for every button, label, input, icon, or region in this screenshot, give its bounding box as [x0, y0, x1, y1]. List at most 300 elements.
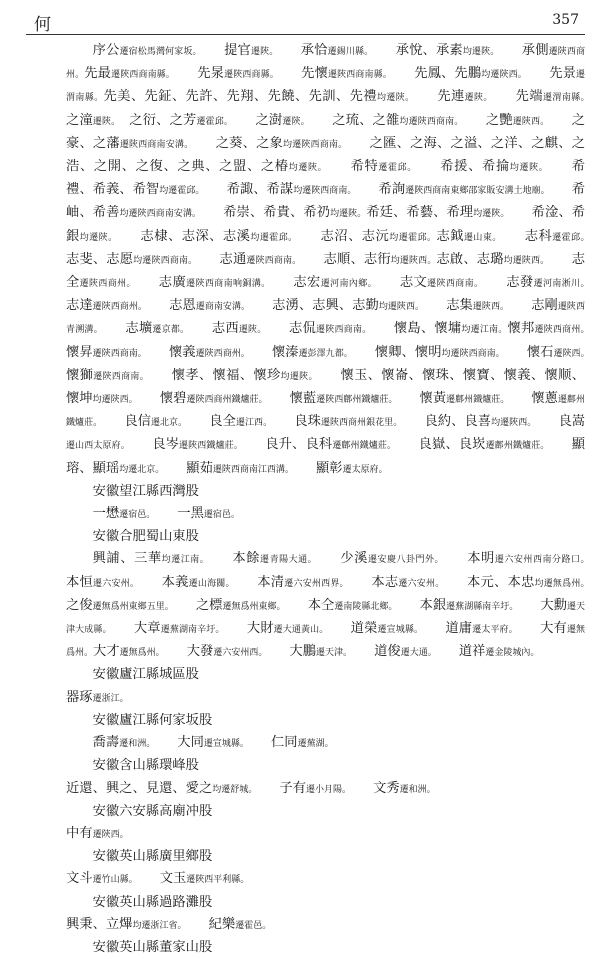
person-name: 承悅、承素: [395, 43, 463, 58]
person-name: 顯瑢、顯瑶: [66, 437, 586, 476]
migration-paragraph: [66, 778, 585, 801]
person-name: 良升、良科: [265, 437, 333, 453]
person-name: 先美、先鉦、先許、先翔、先饒、先訓、先禮: [103, 89, 377, 105]
migration-note: 遷陝西商南。: [92, 348, 143, 359]
migration-note: 均遷陝。: [280, 371, 314, 382]
person-name: 道榮: [350, 621, 378, 637]
person-name: 之標: [195, 597, 223, 613]
migration-note: 均遷陝西。: [390, 255, 437, 266]
person-name: [346, 781, 373, 796]
person-name: [522, 66, 549, 81]
person-name: 本仝: [307, 597, 335, 613]
person-name: 安徽英山縣董家山股: [92, 939, 213, 955]
person-name: [185, 321, 212, 336]
migration-note: 遷蕪湖南辛圩。: [160, 625, 221, 636]
branch-heading: [66, 481, 585, 503]
person-name: 一懋: [92, 506, 120, 522]
person-name: [142, 345, 169, 360]
person-name: [170, 66, 197, 81]
person-name: 本志: [371, 574, 399, 590]
migration-note: 遷陝。: [282, 116, 306, 127]
migration-note: 遷陝西平利縣。: [186, 875, 250, 886]
person-name: [293, 229, 320, 244]
person-name: 大財: [246, 621, 274, 637]
person-name: 志棣、志深、志溪: [140, 228, 251, 244]
person-name: [189, 136, 216, 151]
person-name: [274, 43, 301, 58]
person-name: 一黑: [177, 506, 204, 522]
branch-heading: [66, 664, 585, 686]
person-name: 大發: [186, 644, 214, 660]
person-name: 大章: [133, 621, 161, 637]
migration-note: 遷河南淅川。: [533, 279, 585, 290]
migration-note: 遷山西太原府。: [66, 441, 126, 452]
person-name: [419, 621, 446, 636]
person-name: 先鳳、先鵬: [414, 66, 482, 82]
migration-note: 均遷陝。: [79, 232, 114, 243]
migration-note: 遷渭南縣。: [66, 70, 586, 104]
person-name: 懷溱: [271, 344, 299, 360]
migration-note: 遷無爲州東鄉。: [222, 601, 282, 612]
person-name: [160, 461, 187, 476]
person-name: [497, 229, 524, 244]
person-name: [393, 391, 420, 406]
person-name: 良珠: [294, 414, 321, 430]
person-name: 興秉、立熚: [66, 916, 133, 932]
person-name: 志侃: [289, 321, 317, 337]
person-name: 志文: [399, 275, 428, 291]
migration-note: 遷陝西商州銀花里。: [320, 418, 398, 429]
person-name: 懷黃: [419, 391, 447, 407]
person-name: [135, 575, 162, 590]
person-name: [440, 551, 468, 566]
person-name: [372, 275, 399, 290]
person-name: [313, 551, 341, 566]
migration-note: 遷蕪湖縣南辛圩。: [446, 601, 514, 612]
migration-note: 均遷陝西商南。: [399, 116, 459, 127]
migration-note: 遷安慶八卦門外。: [367, 555, 440, 566]
person-name: 文玉: [159, 871, 187, 887]
migration-note: 遷浙江。: [92, 693, 129, 704]
migration-note: 遷太原府。: [342, 464, 388, 475]
person-name: [545, 113, 572, 128]
person-name: 大有: [540, 621, 567, 637]
branch-heading: [66, 710, 585, 732]
migration-note: 遷陝西商南响銅溝。: [186, 279, 267, 290]
person-name: [392, 437, 419, 452]
person-name: 道庸: [445, 621, 473, 637]
migration-paragraph: [66, 914, 585, 937]
person-name: [387, 66, 414, 81]
migration-note: 遷陝西商州鐵爐莊。: [186, 395, 264, 406]
migration-note: 均遷舒城。: [212, 784, 253, 795]
person-name: 顯彰: [316, 460, 343, 476]
person-name: [545, 252, 572, 267]
migration-note: 遷商南安溝。: [195, 302, 246, 313]
person-name: 懷邦: [507, 321, 535, 337]
person-name: 中有: [66, 825, 93, 841]
person-name: 之琉、之雒: [332, 112, 400, 128]
person-name: [352, 182, 379, 197]
person-name: 志達: [66, 298, 93, 314]
person-name: 紀樂: [208, 916, 236, 932]
person-name: 文秀: [373, 780, 400, 796]
person-name: 志恩: [169, 298, 196, 314]
person-name: 安徽六安縣高廟冲股: [92, 803, 213, 819]
migration-note: 遷渭南縣。: [542, 93, 585, 104]
person-name: [107, 621, 134, 636]
migration-note: 遷和洲。: [119, 739, 151, 750]
person-name: 先景: [549, 66, 577, 82]
person-name: 志宏: [293, 275, 321, 291]
person-name: 安徽望江縣西灣股: [92, 483, 199, 499]
person-name: [229, 113, 256, 128]
person-name: 志廣: [158, 275, 187, 291]
person-name: [432, 644, 459, 659]
person-name: [545, 437, 572, 452]
person-name: [142, 298, 169, 313]
person-name: [545, 182, 572, 197]
person-name: 志發: [506, 275, 534, 291]
person-name: [274, 66, 301, 81]
migration-note: 均遷霍邱。: [159, 186, 200, 197]
person-name: 本明: [467, 551, 495, 567]
person-name: [348, 644, 375, 659]
person-name: 大鵬: [289, 644, 317, 660]
person-name: 良全: [209, 414, 236, 430]
person-name: [113, 229, 140, 244]
person-name: [410, 89, 437, 104]
person-name: 希岫、希善: [66, 182, 586, 221]
person-name: 良嵩: [558, 414, 586, 430]
person-name: 序公: [92, 43, 120, 58]
page-number: 357: [552, 12, 579, 28]
person-name: [98, 321, 125, 336]
person-name: 良嶽、良崁: [418, 437, 486, 453]
person-name: 文斗: [66, 871, 93, 887]
person-name: 良約、良喜: [424, 414, 492, 430]
migration-note: 均遷陝。: [330, 209, 367, 220]
person-name: 懷島、懷墉: [393, 321, 462, 337]
person-name: 喬壽: [92, 735, 120, 751]
person-name: [244, 735, 271, 750]
person-name: 志集: [446, 298, 473, 314]
person-name: 本清: [257, 574, 285, 590]
person-name: 提官: [224, 43, 251, 58]
migration-note: 均遷陝西商南。: [293, 186, 352, 197]
person-name: 大同: [177, 735, 204, 751]
person-name: 之衍、之芳: [129, 112, 197, 128]
person-name: [398, 414, 425, 429]
person-name: 先端: [515, 89, 543, 105]
person-name: [544, 159, 572, 174]
person-name: 懷卿、懷明: [374, 344, 442, 360]
migration-note: 遷霍邱。: [378, 163, 413, 174]
migration-note: 遷宿松馬灣何家坂。: [119, 47, 198, 57]
migration-note: 均遷陝西。: [92, 395, 134, 406]
migration-note: 均遷陝西商南。: [441, 348, 501, 359]
person-name: [585, 345, 611, 360]
migration-note: 遷陝西商州。: [79, 279, 132, 290]
person-name: [459, 113, 486, 128]
person-name: [393, 598, 420, 613]
person-name: 承側: [521, 43, 549, 58]
migration-note: 遷大通黃山。: [273, 625, 324, 636]
person-name: 希諏、希謀: [226, 182, 294, 198]
migration-note: 遷蕪湖。: [297, 739, 334, 750]
person-name: [313, 368, 340, 383]
person-name: 志鉞: [436, 228, 464, 244]
migration-note: 均遷陝西商南。: [283, 139, 343, 150]
migration-note: 遷無爲州。: [119, 648, 161, 659]
migration-note: 遷和洲。: [399, 784, 436, 795]
person-name: 先懷: [301, 66, 329, 82]
migration-note: 遷陝西商南東鄉邵家販安溝土地廟。: [405, 186, 546, 197]
migration-note: 遷鄜州鐵爐莊。: [66, 395, 586, 429]
migration-note: 均遷陝西。: [378, 302, 420, 313]
person-name: 良信: [124, 414, 151, 430]
migration-note: 遷霍邱。: [552, 232, 586, 243]
branch-heading: [66, 846, 585, 868]
person-name: [585, 575, 611, 590]
migration-paragraph: [66, 823, 585, 846]
migration-note: 遷陝西。: [553, 348, 586, 359]
person-name: [133, 391, 160, 406]
person-name: [297, 252, 324, 267]
migration-note: 均遷陝西商南安溝。: [119, 209, 197, 220]
person-name: 大勳: [540, 597, 568, 613]
migration-note: 遷陝。: [464, 93, 489, 104]
person-name: [585, 321, 611, 336]
migration-note: 遷陝西商南縣。: [111, 70, 171, 81]
person-name: [220, 621, 247, 636]
person-name: [182, 917, 209, 932]
person-name: [281, 598, 308, 613]
migration-note: 遷陝西商州。: [534, 325, 586, 336]
person-name: 志通: [219, 251, 247, 267]
person-name: 希廷、希藝、希理: [366, 205, 474, 221]
person-name: [205, 551, 233, 566]
person-name: [151, 735, 178, 750]
person-name: 懷蔥: [531, 391, 558, 407]
migration-note: 遷陝西商州。: [92, 302, 143, 313]
person-name: [323, 159, 351, 174]
migration-note: 遷六安州西界。: [284, 578, 345, 589]
person-name: [495, 43, 522, 58]
person-name: [200, 182, 227, 197]
migration-note: 遷竹山縣。: [92, 875, 134, 886]
migration-note: 均遷陝西商南。: [133, 255, 193, 266]
migration-note: 遷陝西商南。: [316, 325, 367, 336]
person-name: 懷義: [168, 344, 196, 360]
migration-note: 遷彭澤九都。: [298, 348, 349, 359]
person-name: 子有: [279, 780, 306, 796]
person-name: [514, 598, 541, 613]
person-name: [505, 205, 532, 220]
person-name: [160, 644, 187, 659]
person-name: 之葵、之象: [215, 135, 284, 151]
page-header: [26, 8, 585, 35]
person-name: [505, 298, 532, 313]
migration-note: 遷南陵縣北鄉。: [334, 601, 393, 612]
migration-note: 均遷陝。: [288, 163, 323, 174]
migration-note: 均遷陝。: [509, 163, 544, 174]
person-name: 安徽合肥蜀山東股: [92, 529, 199, 545]
person-name: 懷藍: [289, 391, 317, 407]
migration-note: 遷陝西商州。: [195, 348, 246, 359]
migration-note: 遷六安州西南分路口。: [494, 555, 586, 566]
person-name: 之澍: [255, 112, 283, 128]
person-name: [268, 414, 295, 429]
header-character: 何: [34, 15, 51, 35]
person-name: 之俊: [66, 597, 93, 613]
person-name: [289, 461, 316, 476]
person-name: [585, 551, 611, 566]
person-name: 本義: [161, 574, 189, 590]
person-name: 本銀: [419, 597, 447, 613]
person-name: [133, 871, 160, 886]
person-name: [412, 159, 440, 174]
migration-note: 均遷陝。: [473, 209, 505, 220]
person-name: 志全: [66, 251, 585, 291]
migration-note: 遷河南內鄉。: [320, 279, 373, 290]
person-name: [131, 275, 158, 290]
migration-note: 遷大通。: [400, 648, 433, 659]
person-name: [145, 368, 172, 383]
migration-note: 遷北京。: [150, 418, 183, 429]
migration-note: 遷鄜州鐵爐莊。: [485, 441, 545, 452]
migration-note: 遷青陽大通。: [260, 555, 313, 566]
migration-note: 遷宿邑。: [119, 510, 151, 521]
migration-note: 遷陝西商南。: [246, 255, 297, 266]
person-name: [197, 43, 224, 58]
person-name: 器琢: [66, 689, 93, 705]
migration-note: 遷宣城縣。: [377, 625, 419, 636]
person-name: 志西: [211, 321, 239, 337]
person-name: [343, 136, 370, 151]
migration-note: 遷宣城縣。: [203, 739, 245, 750]
person-name: [230, 575, 257, 590]
person-name: 先㫤: [197, 66, 225, 82]
person-name: 志順、志衎: [323, 251, 391, 267]
migration-note: 均遷江南。: [161, 555, 205, 566]
migration-note: 遷霍邑。: [235, 920, 272, 931]
migration-paragraph: [66, 40, 585, 481]
person-name: [266, 275, 293, 290]
migration-note: 遷江西。: [235, 418, 268, 429]
person-name: 希特: [350, 159, 379, 175]
migration-note: 均遷浙江省。: [132, 920, 182, 931]
migration-note: 遷陝西。: [92, 829, 129, 840]
migration-note: 遷京都。: [152, 325, 185, 336]
person-name: 志沼、志沅: [320, 228, 390, 244]
migration-note: 均遷陝。: [376, 93, 410, 104]
person-name: 之豪、之藩: [66, 112, 586, 151]
person-name: 安徽廬江縣何家坂股: [92, 712, 213, 728]
migration-note: 遷無爲州。: [66, 625, 586, 659]
person-name: 安徽廬江縣城區股: [92, 667, 199, 683]
person-name: [125, 437, 152, 452]
person-name: 希禮、希義、希智: [66, 159, 586, 198]
person-name: 志科: [524, 228, 553, 244]
migration-note: 均遷霍邱。: [250, 232, 294, 243]
person-name: [369, 43, 396, 58]
person-name: [151, 506, 178, 521]
person-name: [500, 345, 527, 360]
migration-paragraph: [66, 548, 585, 664]
person-name: 安徽英山縣過路灘股: [92, 894, 213, 910]
genealogy-text-body: [66, 40, 586, 955]
person-name: 希援、希掄: [440, 159, 510, 175]
person-name: [344, 575, 371, 590]
person-name: [169, 598, 196, 613]
person-name: [245, 298, 272, 313]
migration-note: 均遷江南。: [461, 325, 508, 336]
person-name: [348, 345, 375, 360]
migration-note: 遷陝西商州。: [66, 47, 586, 81]
migration-note: 遷陝。: [250, 47, 274, 57]
person-name: 先連: [437, 89, 465, 105]
migration-paragraph: [66, 868, 585, 891]
person-name: [513, 621, 540, 636]
migration-note: 遷陝西商南。: [93, 371, 145, 382]
person-name: 大才: [93, 644, 120, 660]
person-name: [420, 298, 447, 313]
migration-note: 均遷陝。: [462, 47, 495, 57]
person-name: 之匯、之海、之溢、之洋、之麒、之浩、之開、之復、之典、之盟、之椿: [66, 135, 585, 175]
person-name: 良岑: [152, 437, 180, 453]
person-name: 少溪: [340, 551, 368, 567]
person-name: [324, 621, 351, 636]
migration-note: 遷陝西商縣。: [224, 70, 275, 81]
person-name: [263, 644, 290, 659]
migration-note: 遷陝西。: [472, 302, 505, 313]
person-name: [183, 414, 210, 429]
person-name: 懷昇: [66, 344, 93, 360]
person-name: [367, 321, 394, 336]
person-name: [585, 275, 611, 290]
person-name: 希詢: [378, 182, 406, 198]
person-name: 之潼: [66, 112, 93, 128]
migration-note: 遷陝西青溯溝。: [66, 302, 585, 336]
person-name: 希崇、希貴、希礽: [223, 205, 331, 221]
branch-heading: [66, 526, 585, 548]
person-name: 先最: [84, 66, 112, 82]
migration-note: 均遷霍邱。: [389, 232, 437, 243]
migration-note: 均遷北京。: [119, 464, 160, 475]
person-name: [253, 781, 280, 796]
person-name: 志剛: [531, 298, 558, 314]
migration-note: 遷無爲州東鄉五里。: [92, 601, 170, 612]
migration-note: 遷金陵城內。: [485, 648, 540, 659]
person-name: [196, 205, 223, 220]
person-name: [479, 275, 506, 290]
person-name: [505, 391, 532, 406]
person-name: 承恰: [300, 43, 328, 58]
migration-note: 遷陝西鄜州鐵爐莊。: [316, 395, 393, 406]
person-name: [585, 229, 611, 244]
migration-note: 遷天津大成縣。: [66, 601, 586, 636]
migration-note: 遷小月陽。: [305, 784, 347, 795]
person-name: 希淦、希銀: [66, 205, 586, 244]
person-name: 懷玉、懷崙、懷珠、懷寶、懷義、懷顺、懷坤: [66, 367, 585, 407]
person-name: [262, 321, 289, 336]
migration-note: 均遷無爲州。: [534, 578, 586, 589]
person-name: 本恒: [66, 574, 94, 590]
person-name: [305, 113, 332, 128]
migration-note: 遷天津。: [316, 648, 348, 659]
migration-note: 均遷陝西。: [481, 70, 523, 81]
